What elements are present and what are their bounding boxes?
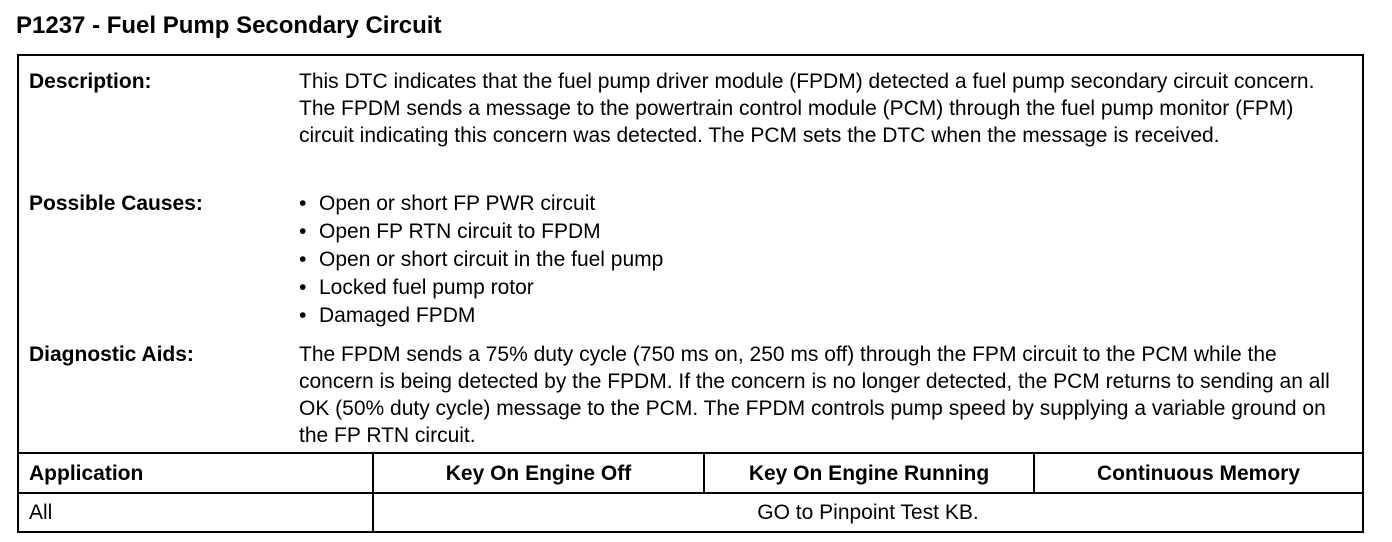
possible-causes-list	[299, 190, 1349, 330]
dtc-info-box	[17, 54, 1364, 533]
header-application: Application	[29, 462, 144, 485]
cell-action: GO to Pinpoint Test KB.	[757, 501, 979, 524]
cause-item: • Open FP RTN circuit to FPDM	[299, 218, 1349, 246]
possible-causes-label: Possible Causes:	[29, 192, 203, 215]
diagnostic-aids-label: Diagnostic Aids:	[29, 343, 194, 366]
diagnostic-aids-text	[299, 341, 1349, 449]
description-text	[299, 68, 1349, 149]
description-paragraph: This DTC indicates that the fuel pump driver module (FPDM) detected a fuel pump secondary circuit concern. The FPDM sends a message to the powertrain control module (PCM) through the fuel pump monitor (FPM) circuit indicating this concern was detected. The PCM sets the DTC when the message is received.	[299, 70, 1315, 147]
header-key-on-engine-running: Key On Engine Running	[748, 462, 990, 485]
header-continuous-memory: Continuous Memory	[1097, 462, 1300, 485]
cell-application-all: All	[29, 501, 53, 524]
page-title: P1237 - Fuel Pump Secondary Circuit	[16, 12, 442, 39]
diagnostic-aids-paragraph: The FPDM sends a 75% duty cycle (750 ms on, 250 ms off) through the FPM circuit to the PCM while the concern is being detected by the FPDM. If the concern is no longer detected, the PCM returns to sending an all OK (50% duty cycle) message to the PCM. The FPDM controls pump speed by supplying a variable ground on the FP RTN circuit.	[299, 343, 1330, 447]
cause-item: • Damaged FPDM	[299, 302, 1349, 330]
header-key-on-engine-off: Key On Engine Off	[445, 462, 632, 485]
cause-item: • Open or short FP PWR circuit	[299, 190, 1349, 218]
cause-item: • Locked fuel pump rotor	[299, 274, 1349, 302]
description-label: Description:	[29, 70, 152, 93]
cause-item: • Open or short circuit in the fuel pump	[299, 246, 1349, 274]
